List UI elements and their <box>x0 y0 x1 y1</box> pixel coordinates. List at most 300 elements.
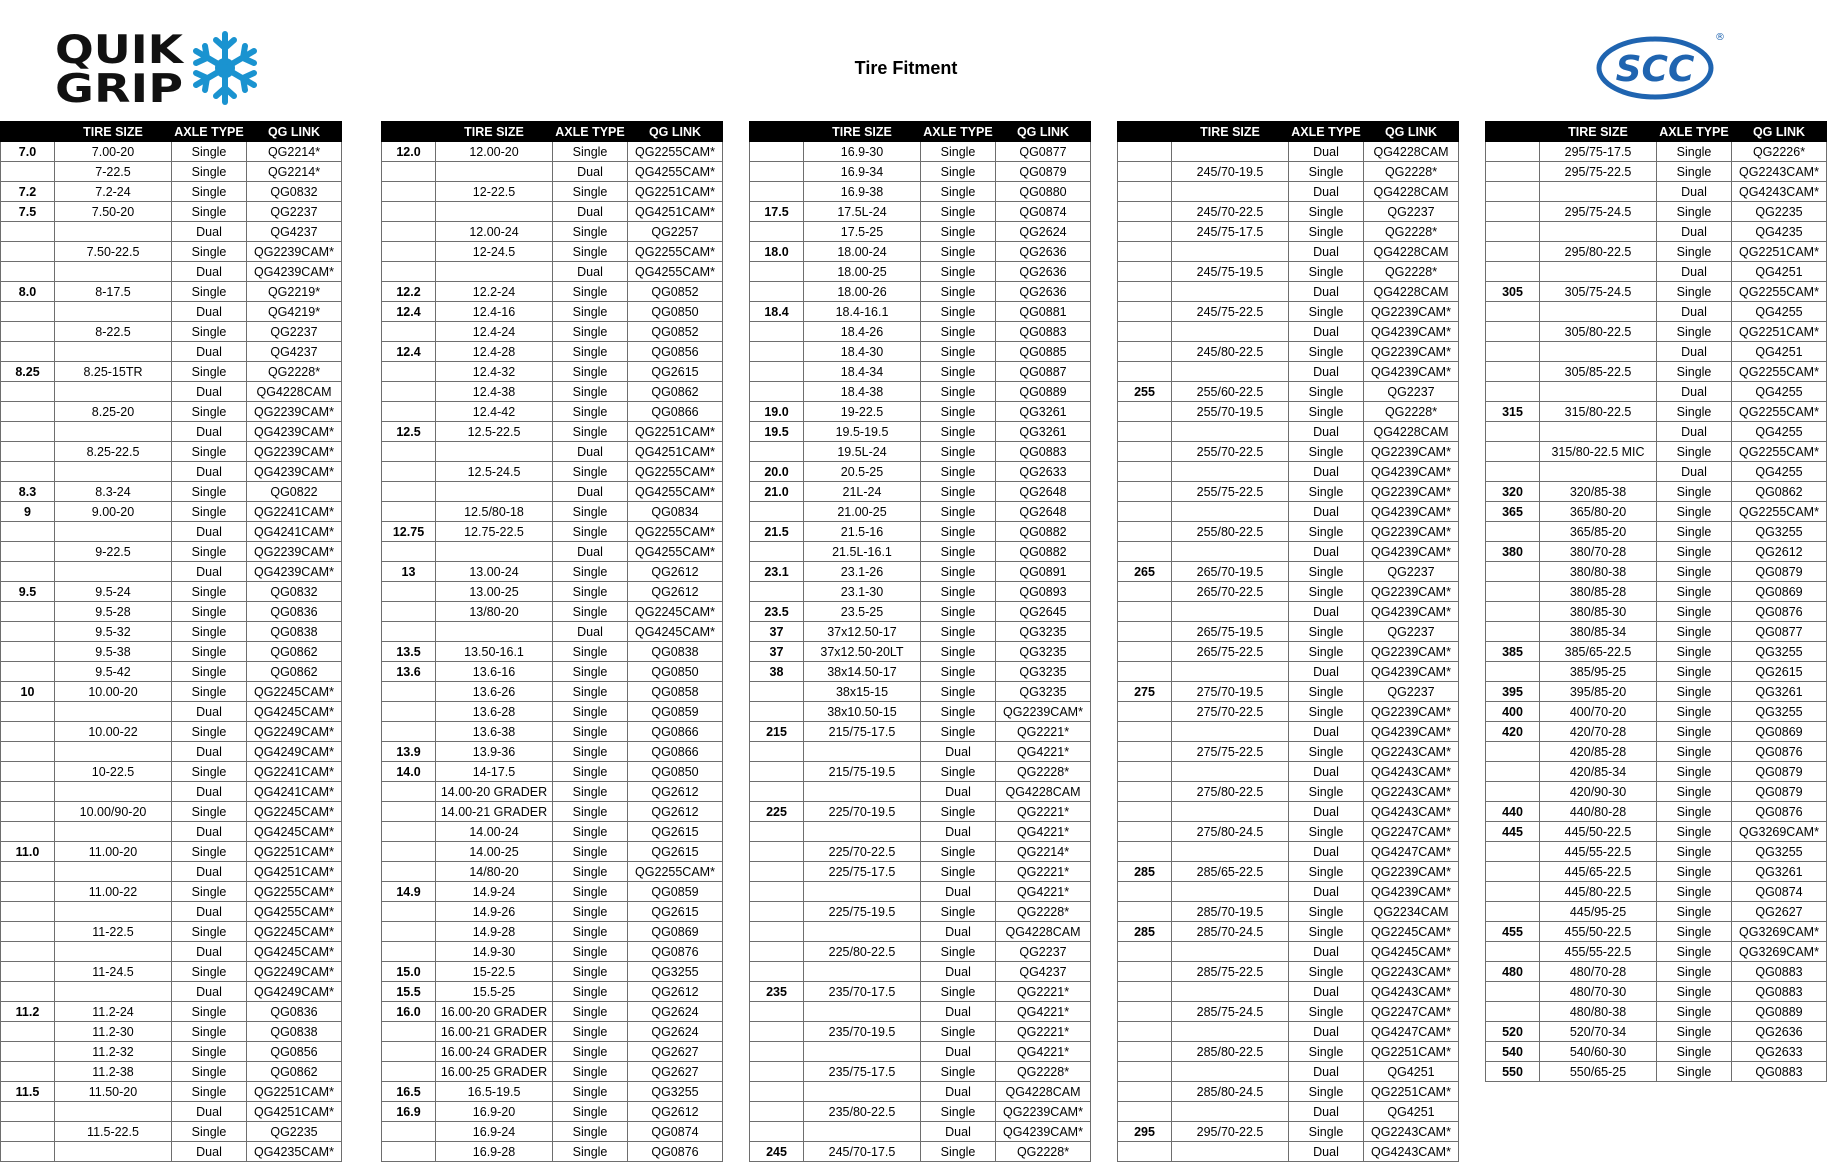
size-group-cell: 19.5 <box>750 422 804 442</box>
qg-link-cell: QG4228CAM <box>996 782 1091 802</box>
axle-type-cell: Single <box>1657 622 1732 642</box>
qg-link-cell: QG2648 <box>996 482 1091 502</box>
table-row <box>1486 702 1827 722</box>
size-group-cell <box>1 342 55 362</box>
size-group-cell <box>382 362 436 382</box>
size-group-cell <box>1118 482 1172 502</box>
size-group-cell <box>1118 462 1172 482</box>
size-group-cell <box>1486 462 1540 482</box>
qg-link-cell: QG2221* <box>996 802 1091 822</box>
qg-link-cell: QG4251 <box>1732 342 1827 362</box>
table-row <box>1486 262 1827 282</box>
table-row <box>1118 202 1459 222</box>
qg-link-cell: QG2214* <box>247 162 342 182</box>
qg-link-cell: QG4228CAM <box>1364 142 1459 162</box>
qg-link-cell: QG2234CAM <box>1364 902 1459 922</box>
qg-link-cell: QG0862 <box>1732 482 1827 502</box>
tire-size-cell <box>436 482 553 502</box>
tire-size-cell: 37x12.50-20LT <box>804 642 921 662</box>
table-row <box>1118 422 1459 442</box>
table-row <box>1486 662 1827 682</box>
axle-type-header: AXLE TYPE <box>1289 122 1364 142</box>
qg-link-cell: QG2255CAM* <box>628 522 723 542</box>
tire-size-cell: 235/70-17.5 <box>804 982 921 1002</box>
qg-link-cell: QG2237 <box>1364 682 1459 702</box>
fitment-table-1 <box>0 121 342 1162</box>
size-group-cell: 19.0 <box>750 402 804 422</box>
size-group-cell <box>750 682 804 702</box>
table-row <box>750 1002 1091 1022</box>
size-group-cell: 14.0 <box>382 762 436 782</box>
table-row <box>750 822 1091 842</box>
axle-type-cell: Dual <box>1289 1022 1364 1042</box>
size-group-cell: 540 <box>1486 1042 1540 1062</box>
qg-link-cell: QG2239CAM* <box>247 402 342 422</box>
table-row <box>1118 782 1459 802</box>
size-group-cell <box>1118 582 1172 602</box>
tire-size-cell: 13.00-24 <box>436 562 553 582</box>
tire-size-cell <box>1172 422 1289 442</box>
tire-size-cell: 380/80-38 <box>1540 562 1657 582</box>
axle-type-cell: Dual <box>172 302 247 322</box>
axle-type-cell: Single <box>1657 582 1732 602</box>
axle-type-cell: Single <box>553 422 628 442</box>
axle-type-cell: Dual <box>1289 802 1364 822</box>
qg-link-cell: QG0883 <box>1732 1062 1827 1082</box>
size-group-cell <box>1118 502 1172 522</box>
table-row <box>750 362 1091 382</box>
size-group-cell: 21.5 <box>750 522 804 542</box>
qg-link-cell: QG2247CAM* <box>1364 1002 1459 1022</box>
qg-link-cell: QG0862 <box>247 1062 342 1082</box>
size-group-cell <box>1 162 55 182</box>
tire-size-cell <box>436 442 553 462</box>
size-group-cell <box>1 802 55 822</box>
table-row <box>750 222 1091 242</box>
qg-link-cell: QG4239CAM* <box>1364 502 1459 522</box>
tire-size-cell: 11.00-22 <box>55 882 172 902</box>
axle-type-cell: Single <box>553 722 628 742</box>
size-group-cell: 8.25 <box>1 362 55 382</box>
tire-size-cell <box>804 1002 921 1022</box>
axle-type-cell: Single <box>172 402 247 422</box>
size-group-cell <box>1 702 55 722</box>
table-row <box>1486 482 1827 502</box>
table-row <box>1486 442 1827 462</box>
table-row <box>382 882 723 902</box>
size-group-cell: 215 <box>750 722 804 742</box>
size-group-cell <box>1118 802 1172 822</box>
logo-grip-text: GRIP <box>55 67 183 112</box>
size-group-cell <box>1 262 55 282</box>
qg-link-cell: QG2228* <box>1364 222 1459 242</box>
axle-type-cell: Single <box>553 142 628 162</box>
axle-type-cell: Dual <box>172 1102 247 1122</box>
size-group-cell: 275 <box>1118 682 1172 702</box>
axle-type-cell: Single <box>921 562 996 582</box>
qg-link-cell: QG2239CAM* <box>1364 302 1459 322</box>
table-row <box>750 882 1091 902</box>
axle-type-cell: Single <box>921 202 996 222</box>
tire-size-cell: 16.9-24 <box>436 1122 553 1142</box>
tire-size-cell <box>55 462 172 482</box>
qg-link-cell: QG0862 <box>628 382 723 402</box>
size-group-cell <box>1 302 55 322</box>
tire-size-cell <box>1540 262 1657 282</box>
size-group-cell <box>1486 222 1540 242</box>
table-row <box>382 902 723 922</box>
axle-type-cell: Single <box>553 522 628 542</box>
table-row <box>1486 582 1827 602</box>
tire-size-cell: 21.00-25 <box>804 502 921 522</box>
size-group-cell <box>1486 562 1540 582</box>
axle-type-cell: Single <box>553 462 628 482</box>
qg-link-cell: QG4247CAM* <box>1364 1022 1459 1042</box>
qg-link-cell: QG4245CAM* <box>628 622 723 642</box>
table-row <box>1 402 342 422</box>
table-row <box>382 962 723 982</box>
table-row <box>382 602 723 622</box>
scc-registered-mark: ® <box>1715 32 1725 43</box>
qg-link-cell: QG4228CAM <box>1364 282 1459 302</box>
qg-link-cell: QG3235 <box>996 642 1091 662</box>
qg-link-cell: QG0877 <box>996 142 1091 162</box>
size-group-cell <box>1486 1002 1540 1022</box>
qg-link-cell: QG0822 <box>247 482 342 502</box>
tire-size-cell: 12-24.5 <box>436 242 553 262</box>
tire-size-cell <box>55 342 172 362</box>
qg-link-cell: QG0876 <box>1732 742 1827 762</box>
tire-size-cell: 14.00-25 <box>436 842 553 862</box>
tire-size-cell <box>1172 982 1289 1002</box>
axle-type-cell: Single <box>1657 482 1732 502</box>
size-group-cell <box>382 842 436 862</box>
table-row <box>750 622 1091 642</box>
tire-size-cell: 7.50-20 <box>55 202 172 222</box>
axle-type-cell: Single <box>921 582 996 602</box>
qg-link-cell: QG4249CAM* <box>247 742 342 762</box>
table-row <box>1486 322 1827 342</box>
tire-size-cell: 235/75-17.5 <box>804 1062 921 1082</box>
table-row <box>1 362 342 382</box>
scc-logo-text: SCC <box>1615 49 1695 90</box>
size-group-cell <box>750 442 804 462</box>
tire-size-cell: 550/65-25 <box>1540 1062 1657 1082</box>
axle-type-cell: Single <box>553 1002 628 1022</box>
size-group-cell <box>1486 262 1540 282</box>
tire-size-cell: 315/80-22.5 MIC <box>1540 442 1657 462</box>
qg-link-cell: QG2237 <box>996 942 1091 962</box>
tire-size-cell: 12.4-28 <box>436 342 553 362</box>
qg-link-cell: QG0885 <box>996 342 1091 362</box>
table-row <box>1118 742 1459 762</box>
table-row <box>1118 1062 1459 1082</box>
size-group-cell <box>1486 522 1540 542</box>
tire-size-cell: 11-22.5 <box>55 922 172 942</box>
size-group-cell <box>1486 162 1540 182</box>
size-group-cell <box>1118 182 1172 202</box>
size-group-cell: 520 <box>1486 1022 1540 1042</box>
axle-type-cell: Single <box>1289 562 1364 582</box>
qg-link-cell: QG2235 <box>1732 202 1827 222</box>
table-row <box>1 162 342 182</box>
tire-size-cell: 255/75-22.5 <box>1172 482 1289 502</box>
axle-type-cell: Single <box>1289 522 1364 542</box>
qg-link-cell: QG3255 <box>628 962 723 982</box>
qg-link-cell: QG4251CAM* <box>628 202 723 222</box>
size-group-cell <box>382 602 436 622</box>
table-row <box>382 262 723 282</box>
size-group-cell <box>382 182 436 202</box>
tire-size-cell: 480/70-30 <box>1540 982 1657 1002</box>
table-row <box>750 422 1091 442</box>
table-row <box>750 162 1091 182</box>
table-row <box>382 1002 723 1022</box>
table-row <box>1 902 342 922</box>
qg-link-cell: QG2245CAM* <box>1364 922 1459 942</box>
size-group-cell: 13.6 <box>382 662 436 682</box>
tire-size-cell <box>436 162 553 182</box>
size-group-cell <box>1486 442 1540 462</box>
size-group-cell <box>750 962 804 982</box>
tire-size-cell: 13/80-20 <box>436 602 553 622</box>
qg-link-cell: QG2255CAM* <box>1732 282 1827 302</box>
table-row <box>1118 722 1459 742</box>
axle-type-cell: Single <box>1289 642 1364 662</box>
axle-type-cell: Single <box>553 1102 628 1122</box>
table-row <box>1486 722 1827 742</box>
axle-type-cell: Dual <box>1289 1142 1364 1162</box>
axle-type-header: AXLE TYPE <box>553 122 628 142</box>
tire-size-cell: 320/85-38 <box>1540 482 1657 502</box>
axle-type-cell: Dual <box>1289 882 1364 902</box>
table-row <box>1 582 342 602</box>
table-row <box>1486 142 1827 162</box>
size-group-cell <box>1486 662 1540 682</box>
size-group-cell <box>1118 702 1172 722</box>
axle-type-cell: Single <box>1289 382 1364 402</box>
table-row <box>1486 622 1827 642</box>
table-row <box>750 262 1091 282</box>
size-group-cell <box>1118 202 1172 222</box>
qg-link-cell: QG2237 <box>1364 202 1459 222</box>
axle-type-cell: Single <box>1289 962 1364 982</box>
axle-type-cell: Single <box>553 602 628 622</box>
qg-link-cell: QG3255 <box>1732 842 1827 862</box>
tire-size-cell: 18.4-26 <box>804 322 921 342</box>
axle-type-cell: Single <box>921 142 996 162</box>
size-group-cell <box>382 1062 436 1082</box>
axle-type-cell: Single <box>172 1022 247 1042</box>
size-group-cell <box>750 862 804 882</box>
tire-size-cell: 225/70-22.5 <box>804 842 921 862</box>
axle-type-cell: Single <box>1289 1042 1364 1062</box>
axle-type-cell: Single <box>172 542 247 562</box>
axle-type-cell: Single <box>553 682 628 702</box>
table-row <box>1118 442 1459 462</box>
tire-size-cell: 7.50-22.5 <box>55 242 172 262</box>
size-group-cell <box>750 702 804 722</box>
size-group-cell <box>750 1122 804 1142</box>
tire-size-cell: 12.00-20 <box>436 142 553 162</box>
size-group-cell <box>382 482 436 502</box>
size-group-cell <box>1 562 55 582</box>
axle-type-cell: Single <box>921 242 996 262</box>
axle-type-cell: Single <box>553 782 628 802</box>
size-group-cell: 12.5 <box>382 422 436 442</box>
axle-type-cell: Single <box>921 402 996 422</box>
table-row <box>1118 902 1459 922</box>
axle-type-cell: Single <box>553 322 628 342</box>
axle-type-cell: Dual <box>553 542 628 562</box>
table-row <box>382 582 723 602</box>
size-group-cell <box>1 622 55 642</box>
qg-link-cell: QG0889 <box>996 382 1091 402</box>
tire-size-cell: 9.5-32 <box>55 622 172 642</box>
size-group-cell <box>1118 622 1172 642</box>
size-group-cell: 550 <box>1486 1062 1540 1082</box>
qg-link-cell: QG0866 <box>628 402 723 422</box>
qg-link-cell: QG4255 <box>1732 382 1827 402</box>
size-group-cell <box>382 942 436 962</box>
table-row <box>1118 402 1459 422</box>
tire-size-cell <box>436 262 553 282</box>
qg-link-cell: QG2255CAM* <box>628 462 723 482</box>
size-group-cell <box>1 922 55 942</box>
table-row <box>1486 602 1827 622</box>
axle-type-cell: Single <box>1289 202 1364 222</box>
size-group-cell <box>1486 882 1540 902</box>
qg-link-cell: QG0893 <box>996 582 1091 602</box>
qg-link-cell: QG2239CAM* <box>247 442 342 462</box>
qg-link-cell: QG0862 <box>247 642 342 662</box>
axle-type-cell: Single <box>553 962 628 982</box>
qg-link-cell: QG2243CAM* <box>1364 742 1459 762</box>
qg-link-cell: QG2633 <box>996 462 1091 482</box>
size-group-cell <box>1118 762 1172 782</box>
axle-type-cell: Single <box>1657 1022 1732 1042</box>
axle-type-cell: Single <box>553 1082 628 1102</box>
axle-type-cell: Single <box>921 542 996 562</box>
size-group-cell: 400 <box>1486 702 1540 722</box>
table-row <box>382 522 723 542</box>
tire-size-cell <box>1172 502 1289 522</box>
axle-type-cell: Single <box>1657 742 1732 762</box>
qg-link-cell: QG4255CAM* <box>628 542 723 562</box>
qg-link-cell: QG4255CAM* <box>247 902 342 922</box>
qg-link-cell: QG0836 <box>247 1002 342 1022</box>
tire-size-cell <box>55 702 172 722</box>
size-group-cell <box>1 962 55 982</box>
size-group-cell <box>1 462 55 482</box>
table-row <box>750 762 1091 782</box>
qg-link-cell: QG4221* <box>996 742 1091 762</box>
table-row <box>1 382 342 402</box>
size-group-cell <box>1118 1002 1172 1022</box>
qg-link-cell: QG0869 <box>1732 722 1827 742</box>
table-row <box>750 182 1091 202</box>
table-row <box>1118 302 1459 322</box>
qg-link-cell: QG3255 <box>1732 642 1827 662</box>
table-row <box>1 642 342 662</box>
size-group-cell <box>1 1042 55 1062</box>
size-group-cell: 385 <box>1486 642 1540 662</box>
axle-type-cell: Single <box>172 1082 247 1102</box>
qg-link-cell: QG2636 <box>996 282 1091 302</box>
tire-size-cell: 16.9-34 <box>804 162 921 182</box>
axle-type-cell: Single <box>921 282 996 302</box>
axle-type-cell: Single <box>1289 302 1364 322</box>
axle-type-cell: Dual <box>921 962 996 982</box>
size-group-cell <box>1 242 55 262</box>
size-group-cell <box>750 842 804 862</box>
size-group-header <box>1486 122 1540 142</box>
qg-link-cell: QG3235 <box>996 622 1091 642</box>
size-group-cell <box>750 762 804 782</box>
axle-type-cell: Single <box>921 382 996 402</box>
tire-size-cell: 275/80-22.5 <box>1172 782 1289 802</box>
table-header-row <box>1486 122 1827 142</box>
qg-link-cell: QG2249CAM* <box>247 962 342 982</box>
table-row <box>382 282 723 302</box>
qg-link-cell: QG2615 <box>1732 662 1827 682</box>
tire-size-cell: 15-22.5 <box>436 962 553 982</box>
qg-link-cell: QG4239CAM* <box>247 562 342 582</box>
axle-type-cell: Single <box>921 462 996 482</box>
tire-size-cell: 235/70-19.5 <box>804 1022 921 1042</box>
axle-type-cell: Dual <box>1657 302 1732 322</box>
tire-size-cell: 365/80-20 <box>1540 502 1657 522</box>
qg-link-cell: QG4255 <box>1732 422 1827 442</box>
axle-type-cell: Single <box>1289 442 1364 462</box>
qg-link-cell: QG2612 <box>628 782 723 802</box>
qg-link-cell: QG2221* <box>996 862 1091 882</box>
size-group-cell <box>382 722 436 742</box>
qg-link-cell: QG4245CAM* <box>247 822 342 842</box>
size-group-cell: 245 <box>750 1142 804 1162</box>
qg-link-cell: QG4239CAM* <box>1364 542 1459 562</box>
size-group-cell <box>750 182 804 202</box>
axle-type-cell: Dual <box>1289 362 1364 382</box>
size-group-cell <box>1118 342 1172 362</box>
tire-size-cell: 225/75-17.5 <box>804 862 921 882</box>
qg-link-cell: QG2636 <box>996 242 1091 262</box>
size-group-cell: 320 <box>1486 482 1540 502</box>
table-header-row <box>1 122 342 142</box>
qg-link-header: QG LINK <box>996 122 1091 142</box>
qg-link-cell: QG2243CAM* <box>1364 1122 1459 1142</box>
qg-link-cell: QG4239CAM* <box>1364 882 1459 902</box>
table-row <box>1 142 342 162</box>
size-group-cell <box>382 622 436 642</box>
tire-size-cell: 16.9-20 <box>436 1102 553 1122</box>
table-row <box>382 342 723 362</box>
size-group-cell <box>1118 822 1172 842</box>
qg-link-cell: QG2612 <box>628 582 723 602</box>
qg-link-cell: QG3261 <box>996 422 1091 442</box>
size-group-cell <box>750 782 804 802</box>
tire-size-cell: 17.5-25 <box>804 222 921 242</box>
tire-size-cell: 215/75-17.5 <box>804 722 921 742</box>
size-group-cell: 225 <box>750 802 804 822</box>
table-row <box>1486 402 1827 422</box>
tire-size-cell: 10.00-22 <box>55 722 172 742</box>
tire-size-cell <box>1172 1102 1289 1122</box>
size-group-cell: 16.5 <box>382 1082 436 1102</box>
axle-type-cell: Single <box>172 802 247 822</box>
table-row <box>1 242 342 262</box>
axle-type-cell: Single <box>921 1142 996 1162</box>
